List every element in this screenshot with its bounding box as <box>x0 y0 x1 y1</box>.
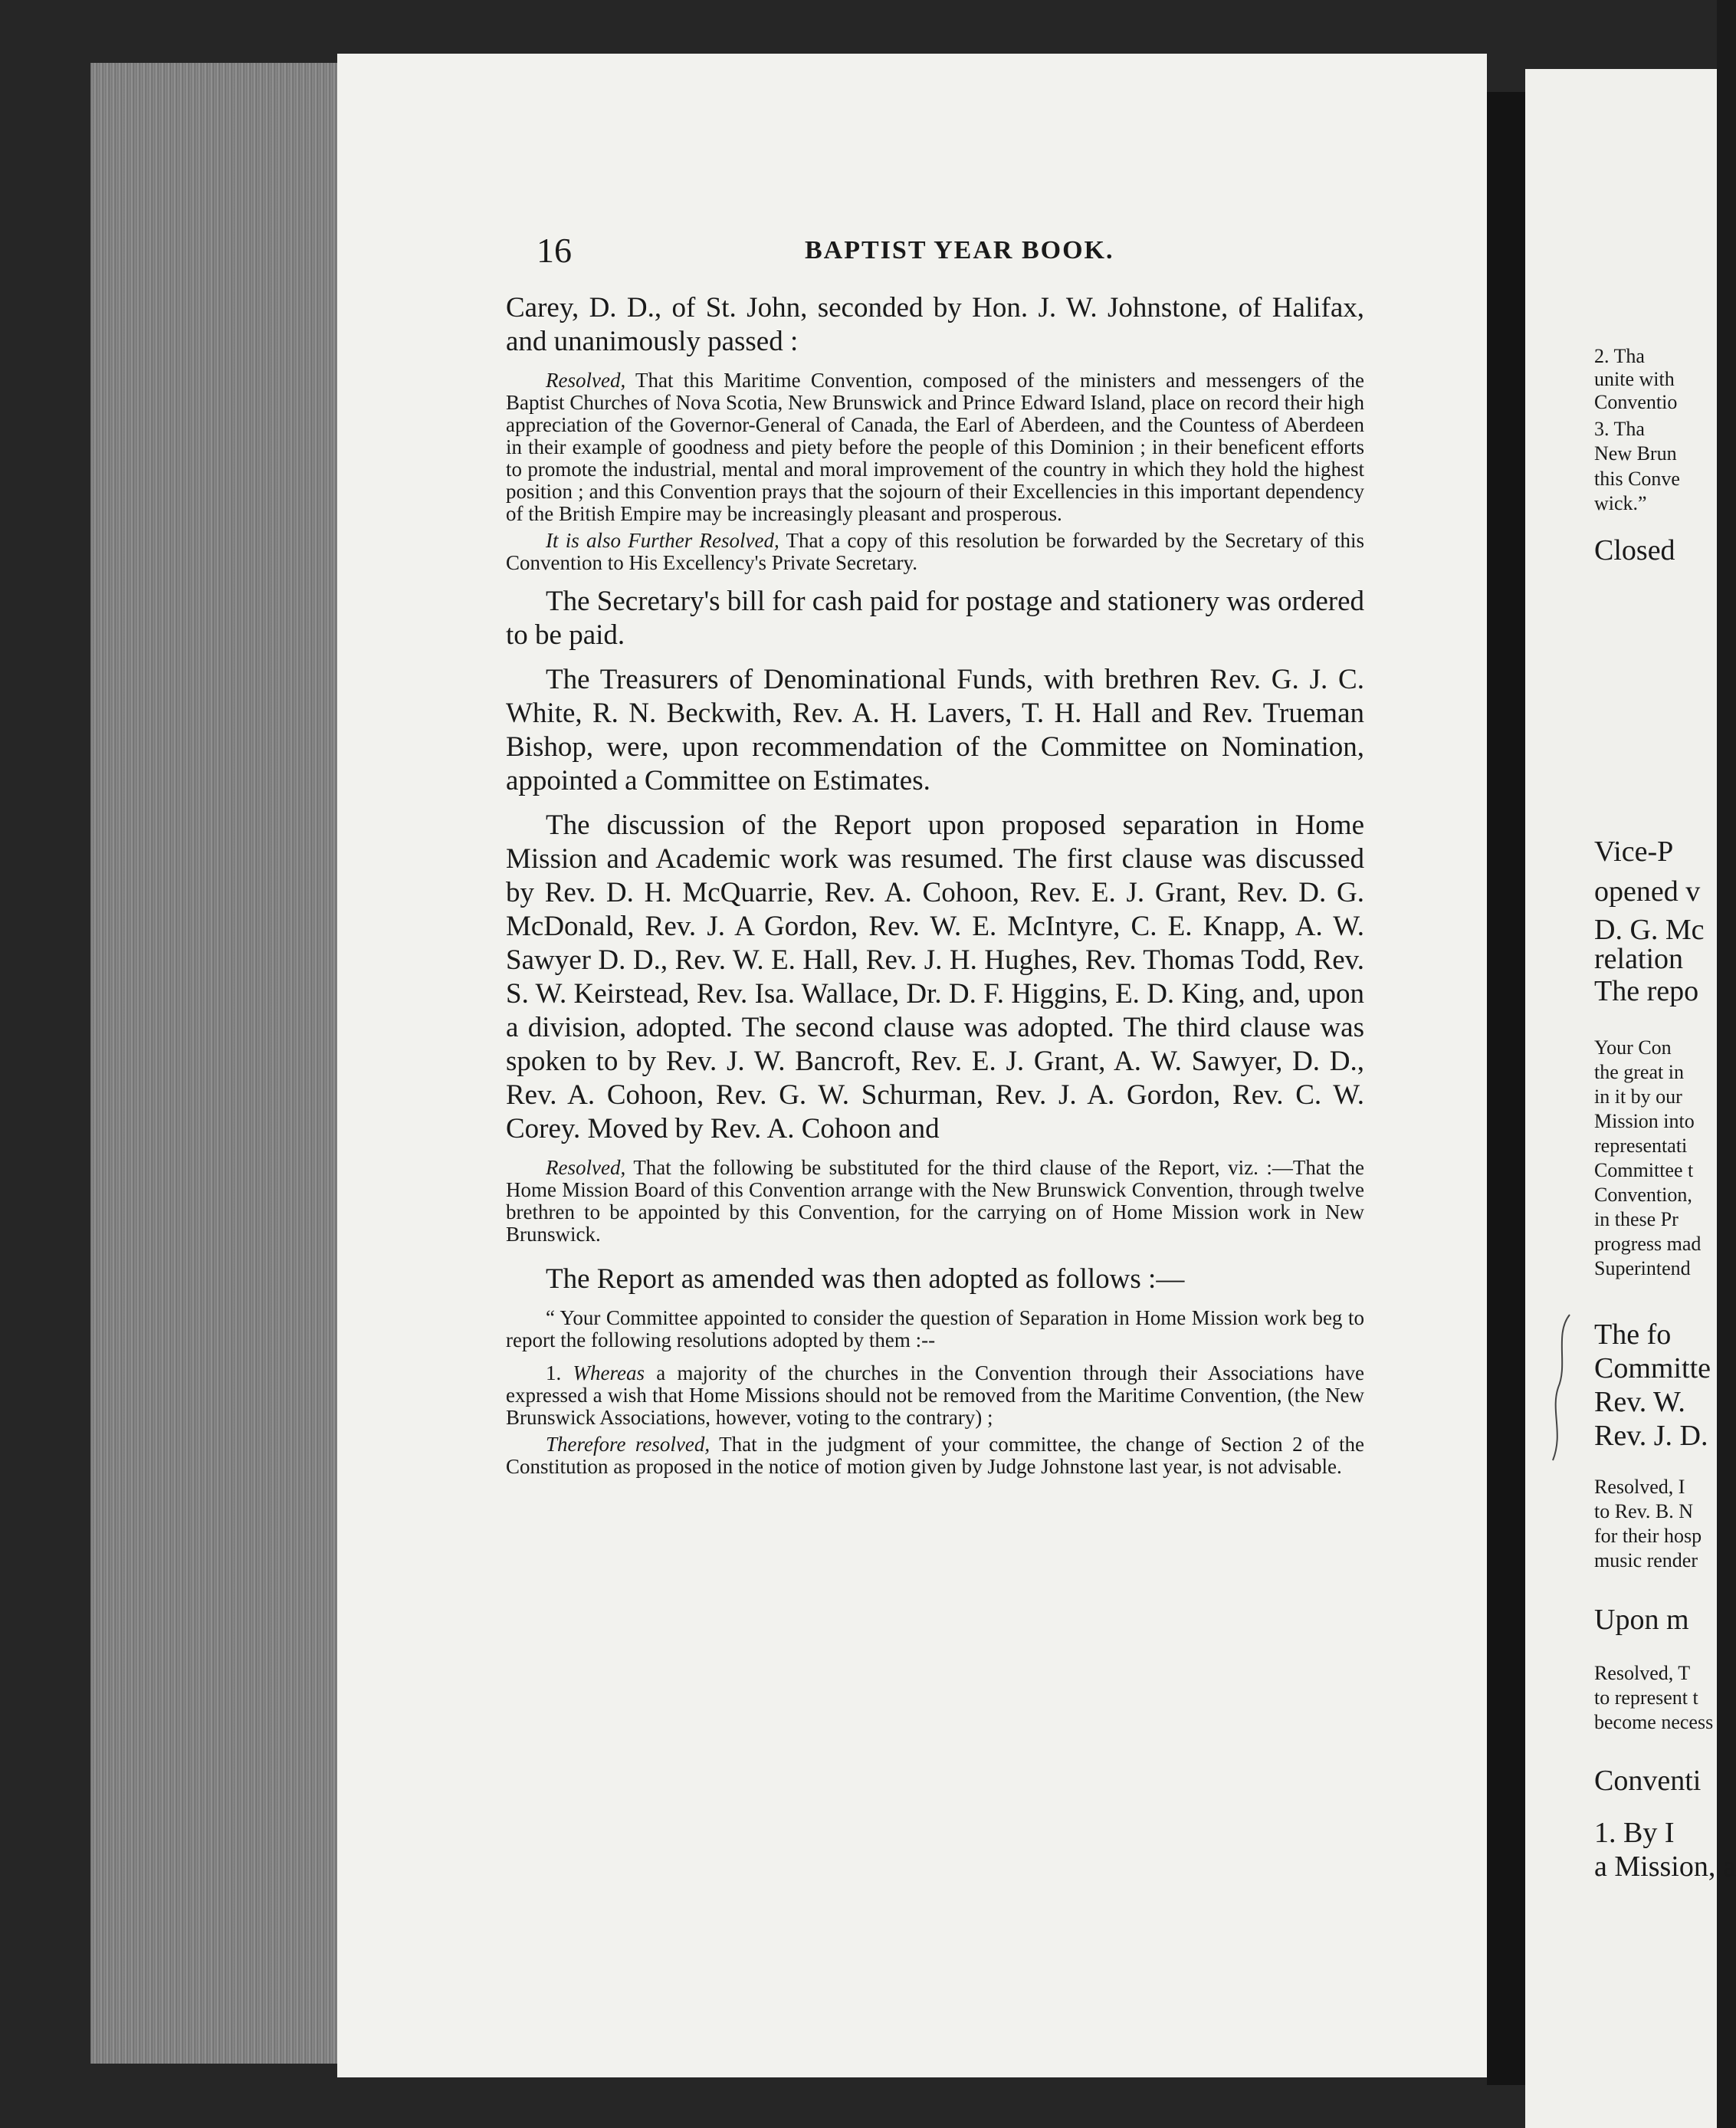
right-fragment: Vice-P <box>1594 836 1674 868</box>
handwritten-bracket-mark <box>1547 1311 1577 1464</box>
right-fragment: a Mission, a <box>1594 1851 1736 1883</box>
paragraph-treasurers: The Treasurers of Denominational Funds, with brethren Rev. G. J. C. White, R. N. Beckwith, Rev. A. H. Lavers, T. H. Hall and Rev. Trueman Bishop, were, upon recommendation of the Committee on Nomination, appointed a Committee on Estimates. <box>506 664 1364 796</box>
right-fragment: New Brun <box>1594 442 1677 465</box>
paragraph-secretary-bill: The Secretary's bill for cash paid for postage and stationery was ordered to be paid. <box>506 586 1364 651</box>
resolved-label: Resolved, <box>546 369 626 392</box>
right-fragment: Committee t <box>1594 1159 1694 1181</box>
right-fragment: Conventi <box>1594 1765 1702 1797</box>
right-fragment: for their hosp <box>1594 1525 1702 1547</box>
right-fragment: wick.” <box>1594 492 1647 514</box>
page-number: 16 <box>537 231 572 270</box>
whereas-label: Whereas <box>573 1361 645 1384</box>
right-fragment: Closed <box>1594 534 1675 566</box>
right-fragment: 3. Tha <box>1594 418 1645 440</box>
resolution-text: That a copy of this resolution be forwarded by the Secretary of this Convention to His Excellency's Private Secretary. <box>506 529 1364 574</box>
right-fragment: this Conve <box>1594 468 1680 490</box>
therefore-text: That in the judgment of your committee, the change of Section 2 of the Constitution as proposed in the notice of motion given by Judge Johnstone last year, is not advisable. <box>506 1433 1364 1478</box>
right-fragment: become necess <box>1594 1711 1714 1733</box>
running-head <box>537 230 1380 276</box>
therefore-label: Therefore resolved, <box>546 1433 710 1456</box>
right-fragment: music render <box>1594 1549 1698 1571</box>
report-item-1 <box>506 1362 1364 1429</box>
right-fragment: The fo <box>1594 1319 1672 1351</box>
right-fragment: Rev. W. <box>1594 1386 1685 1418</box>
right-fragment: 1. By I <box>1594 1817 1675 1849</box>
right-fragment: opened v <box>1594 875 1701 908</box>
resolution-text: That this Maritime Convention, composed of the ministers and messengers of the Baptist Churches of Nova Scotia, New Brunswick and Prince Edward Island, place on record their high appreciation of the Governor-General of Canada, the Earl of Aberdeen, and the Countess of Aberdeen in their example of goodness and piety before the people of this Dominion ; in their beneficent efforts to promote the industrial, mental and moral improvement of the country in which they hold the highest position ; and this Convention prays that the sojourn of their Excellencies in this important dependency of the British Empire may be increasingly pleasant and prosperous. <box>506 369 1364 525</box>
running-head-title: BAPTIST YEAR BOOK. <box>805 236 1114 264</box>
paragraph-discussion: The discussion of the Report upon proposed separation in Home Mission and Academic work was resumed. The first clause was discussed by Rev. D. H. McQuarrie, Rev. A. Cohoon, Rev. E. J. Grant, Rev. D. G. McDonald, Rev. J. A Gordon, Rev. W. E. McIntyre, C. E. Knapp, A. W. Sawyer D. D., Rev. W. E. Hall, Rev. J. H. Hughes, Rev. Thomas Todd, Rev. S. W. Keirstead, Rev. Isa. Wallace, Dr. D. F. Higgins, E. D. King, and, upon a division, adopted. The second clause was adopted. The third clause was spoken to by Rev. J. W. Bancroft, Rev. E. J. Grant, A. W. Sawyer, D. D., Rev. A. Cohoon, Rev. G. W. Schurman, Rev. J. A. Gordon, Rev. C. W. Corey. Moved by Rev. A. Cohoon and <box>506 809 1364 1144</box>
right-fragment: Committe <box>1594 1352 1711 1384</box>
resolution-forward-copy <box>506 530 1364 574</box>
right-fragment: in it by our <box>1594 1085 1682 1108</box>
further-resolved-label: It is also Further Resolved, <box>546 529 779 552</box>
right-fragment: representati <box>1594 1135 1688 1157</box>
item-number: 1. <box>546 1361 562 1384</box>
right-fragment: The repo <box>1594 975 1699 1007</box>
resolution-third-clause <box>506 1157 1364 1246</box>
right-fragment: Upon m <box>1594 1604 1689 1636</box>
right-fragment: Your Con <box>1594 1036 1672 1059</box>
report-therefore-resolved <box>506 1433 1364 1478</box>
right-fragment: relation <box>1594 943 1684 975</box>
right-fragment: unite with <box>1594 368 1675 390</box>
right-fragment: Mission into <box>1594 1110 1695 1132</box>
report-intro: “ Your Committee appointed to consider the question of Separation in Home Mission work beg to report the following resolutions adopted by them :-- <box>506 1306 1364 1351</box>
right-fragment: the great in <box>1594 1061 1684 1083</box>
item-text: a majority of the churches in the Convention through their Associations have expressed a wish that Home Missions should not be removed from the Maritime Convention, (the New Brunswick Associations, however, voting to the contrary) ; <box>506 1361 1364 1429</box>
right-fragment: D. G. Mc <box>1594 914 1705 946</box>
right-fragment: to represent t <box>1594 1686 1698 1709</box>
right-fragment: to Rev. B. N <box>1594 1500 1694 1522</box>
right-fragment: Conventio <box>1594 391 1678 413</box>
right-fragment: Convention, <box>1594 1184 1692 1206</box>
right-fragment: 2. Tha <box>1594 345 1645 367</box>
right-fragment: Rev. J. D. <box>1594 1420 1708 1452</box>
resolved-label: Resolved, <box>546 1156 626 1179</box>
right-fragment: progress mad <box>1594 1233 1702 1255</box>
resolution-aberdeen <box>506 369 1364 525</box>
resolution-text: That the following be substituted for the third clause of the Report, viz. :—That the Home Mission Board of this Convention arrange with the New Brunswick Convention, through twelve brethren to be appointed by this Convention, for the carrying on of Home Mission work in New Brunswick. <box>506 1156 1364 1246</box>
right-fragment: Resolved, I <box>1594 1476 1685 1498</box>
paragraph-carey: Carey, D. D., of St. John, seconded by Hon. J. W. Johnstone, of Halifax, and unanimously passed : <box>506 292 1364 357</box>
page-edges <box>90 63 337 2064</box>
paragraph-report-adopted: The Report as amended was then adopted as follows :— <box>546 1263 1185 1295</box>
book-gutter <box>1487 92 1525 2085</box>
right-fragment: in these Pr <box>1594 1208 1679 1230</box>
left-page-body <box>506 291 1364 1478</box>
right-fragment: Superintend <box>1594 1257 1691 1279</box>
right-fragment: Resolved, T <box>1594 1662 1691 1684</box>
